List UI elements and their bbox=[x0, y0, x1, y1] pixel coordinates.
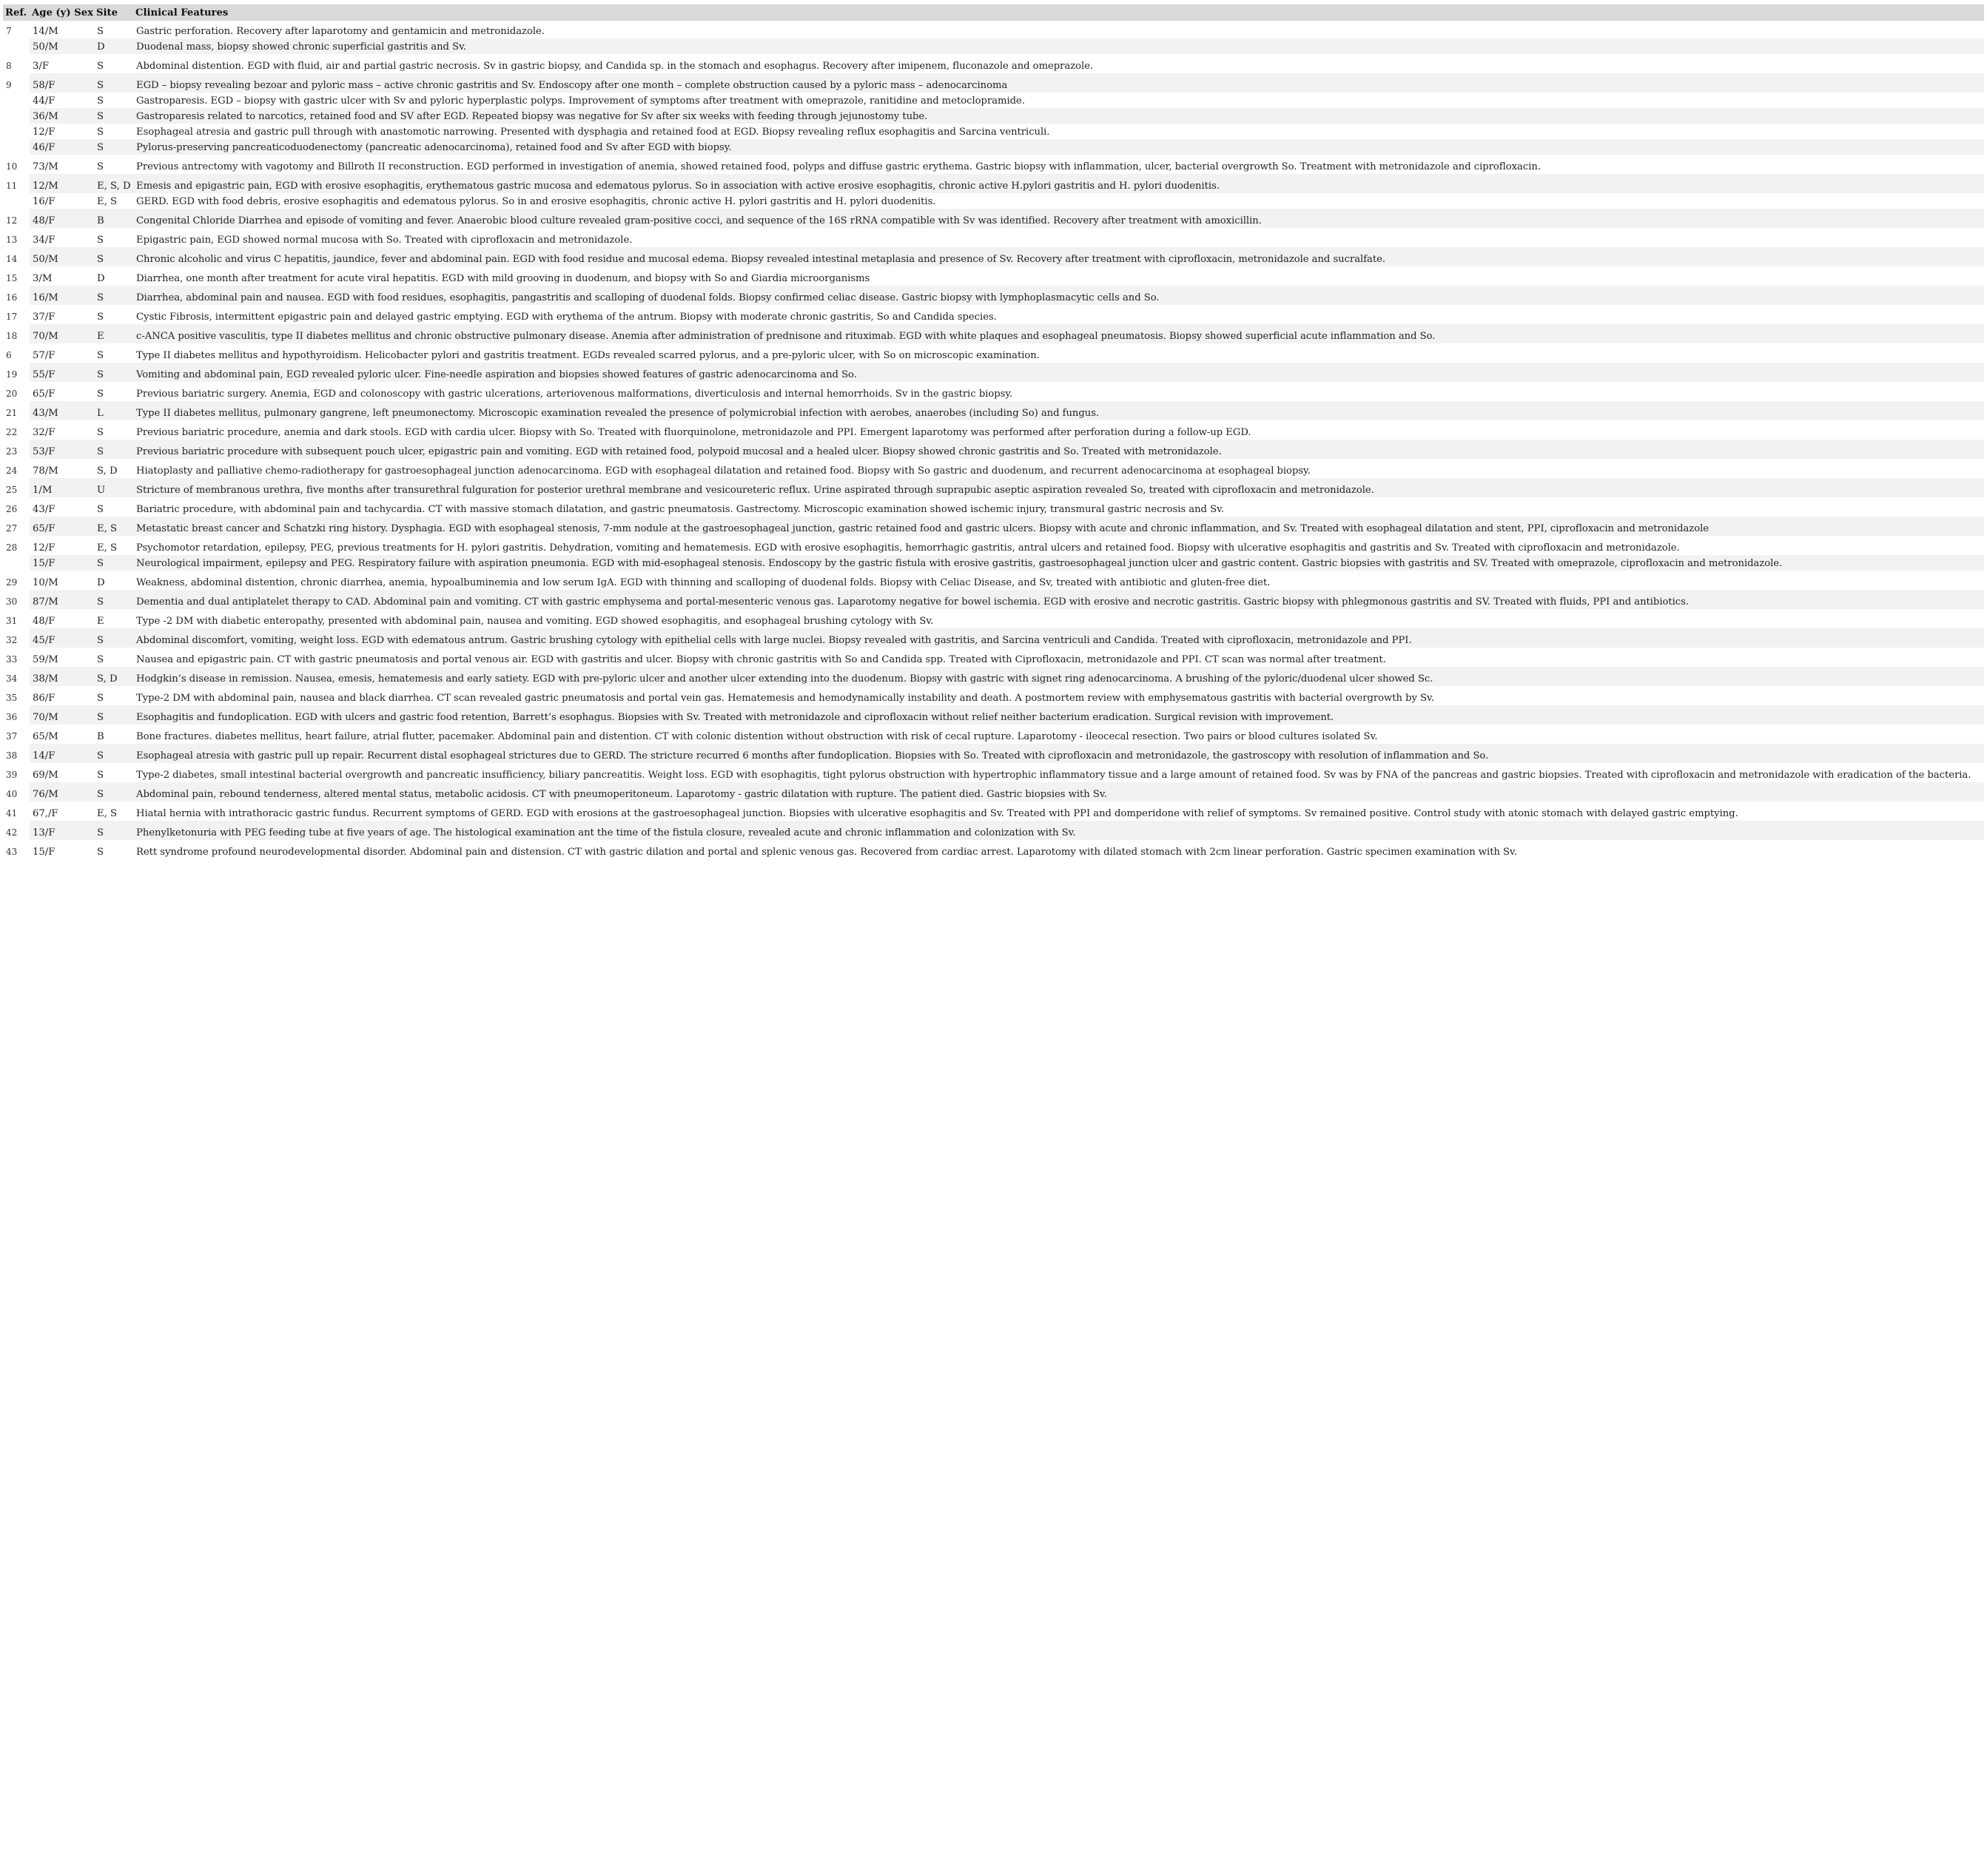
cell-clinical-features: Phenylketonuria with PEG feeding tube at five years of age. The histological examination ant the time of the fistula closure, revealed acute and chronic inflammation and colonization with Sv. bbox=[133, 821, 1984, 840]
table-row bbox=[3, 628, 1984, 648]
cell-clinical-features: Vomiting and abdominal pain, EGD revealed pyloric ulcer. Fine-needle aspiration and biopsies showed features of gastric adenocarcinoma and So. bbox=[133, 363, 1984, 382]
cell-clinical-features: Esophagitis and fundoplication. EGD with ulcers and gastric food retention, Barrett’s esophagus. Biopsies with Sv. Treated with metronidazole and ciprofloxacin without relief neither bacterium eradication. Surgical revision with improvement. bbox=[133, 705, 1984, 724]
cell-clinical-features: Diarrhea, abdominal pain and nausea. EGD with food residues, esophagitis, pangastritis and scalloping of duodenal folds. Biopsy confirmed celiac disease. Gastric biopsy with lymphoplasmacytic cells and So. bbox=[133, 286, 1984, 305]
cell-site: E, S bbox=[97, 808, 118, 819]
cell-ref: 24 bbox=[6, 465, 18, 476]
cell-site: S bbox=[94, 286, 133, 305]
cell-clinical-features: c-ANCA positive vasculitis, type II diabetes mellitus and chronic obstructive pulmonary disease. Anemia after administration of prednisone and rituximab. EGD with white plaques and esophageal pneumatosis. Biopsy showed superficial acute inflammation and So. bbox=[133, 324, 1984, 343]
cell-clinical-features: Bariatric procedure, with abdominal pain and tachycardia. CT with massive stomach dilatation, and gastric pneumatosis. Gastrectomy. Microscopic examination showed ischemic injury, transmural gastric necrosis and Sv. bbox=[136, 504, 1225, 515]
cell-ref: 6 bbox=[6, 350, 12, 360]
cell-site: S bbox=[94, 821, 133, 840]
cell-site: S bbox=[94, 590, 133, 609]
table-row bbox=[3, 54, 1984, 73]
table-row bbox=[3, 590, 1984, 609]
cell-age-sex: 3/F bbox=[33, 61, 49, 72]
table-row bbox=[3, 497, 1984, 517]
cell-site: B bbox=[97, 731, 104, 742]
table-row bbox=[3, 382, 1984, 401]
cell-site: S bbox=[94, 705, 133, 724]
cell-site: S bbox=[97, 350, 104, 361]
cell-age-sex: 78/M bbox=[33, 465, 58, 477]
table-row bbox=[3, 209, 1984, 228]
cell-site: S bbox=[94, 363, 133, 382]
table-row bbox=[3, 324, 1984, 343]
cell-ref: 7 bbox=[6, 26, 12, 36]
cell-clinical-features: Epigastric pain, EGD showed normal mucosa with So. Treated with ciprofloxacin and metronidazole. bbox=[136, 235, 633, 246]
cell-site: U bbox=[94, 478, 133, 497]
cell-age-sex: 37/F bbox=[33, 312, 56, 323]
cell-clinical-features: Metastatic breast cancer and Schatzki ring history. Dysphagia. EGD with esophageal stenosis, 7-mm nodule at the gastroesophageal junction, gastric retained food and gastric ulcers. Biopsy with acute and chronic inflammation, and Sv. Treated with esophageal dilatation and stent, PPI, ciprofloxacin and metronidazole bbox=[133, 517, 1984, 536]
cell-site: S bbox=[94, 782, 133, 801]
cell-site: S bbox=[94, 744, 133, 763]
cell-ref: 37 bbox=[6, 731, 18, 742]
cell-clinical-features: Type-2 diabetes, small intestinal bacterial overgrowth and pancreatic insufficiency, biliary pancreatitis. Weight loss. EGD with esophagitis, tight pylorus obstruction with hypertrophic inflammatory tissue and a large amount of retained food. Sv was by FNA of the pancreas and gastric biopsies. Treated with ciprofloxacin and metronidazole with eradication of the bacteria. bbox=[136, 770, 1971, 781]
table-row bbox=[3, 174, 1984, 193]
table-row bbox=[3, 73, 1984, 93]
cell-ref bbox=[3, 139, 30, 155]
cell-site: E, S bbox=[97, 542, 118, 554]
cell-site: D bbox=[97, 273, 105, 284]
table-row bbox=[3, 686, 1984, 705]
cell-clinical-features: Pylorus-preserving pancreaticoduodenectomy (pancreatic adenocarcinoma), retained food and Sv after EGD with biopsy. bbox=[133, 139, 1984, 155]
table-row bbox=[3, 648, 1984, 667]
table-row bbox=[3, 840, 1984, 859]
cell-site: S bbox=[97, 847, 104, 858]
cell-age-sex: 76/M bbox=[30, 782, 94, 801]
table-row bbox=[3, 266, 1984, 286]
cell-ref: 18 bbox=[6, 331, 18, 341]
cell-ref bbox=[3, 555, 30, 571]
cell-site: S bbox=[97, 127, 104, 138]
cell-ref: 34 bbox=[6, 673, 18, 684]
table-row bbox=[3, 108, 1984, 124]
cell-site: S bbox=[97, 312, 104, 323]
table-row bbox=[3, 571, 1984, 590]
cell-site: S bbox=[97, 95, 104, 107]
cell-site: S bbox=[97, 770, 104, 781]
cell-clinical-features: Type II diabetes mellitus, pulmonary gangrene, left pneumonectomy. Microscopic examination revealed the presence of polymicrobial infection with aerobes, anaerobes (including So) and fungus. bbox=[133, 401, 1984, 420]
cell-clinical-features: Previous bariatric procedure, anemia and dark stools. EGD with cardia ulcer. Biopsy with So. Treated with fluorquinolone, metronidazole and PPI. Emergent laparotomy was performed after perforation during a follow-up EGD. bbox=[136, 427, 1251, 438]
cell-site: S bbox=[94, 108, 133, 124]
cell-site: S bbox=[97, 427, 104, 438]
header-ref: Ref. bbox=[3, 4, 30, 22]
table-row bbox=[3, 93, 1984, 108]
cell-site: S bbox=[97, 161, 104, 172]
cell-age-sex: 67,/F bbox=[33, 808, 58, 819]
cell-age-sex: 12/M bbox=[30, 174, 94, 193]
cell-clinical-features: Diarrhea, one month after treatment for acute viral hepatitis. EGD with mild grooving in duodenum, and biopsy with So and Giardia microorganisms bbox=[136, 273, 870, 284]
cell-clinical-features: Abdominal distention. EGD with fluid, air and partial gastric necrosis. Sv in gastric biopsy, and Candida sp. in the stomach and esophagus. Recovery after imipenem, fluconazole and omeprazole. bbox=[136, 61, 1094, 72]
cell-site: S bbox=[97, 504, 104, 515]
cell-clinical-features: Gastroparesis. EGD – biopsy with gastric ulcer with Sv and pyloric hyperplastic polyps. Improvement of symptoms after treatment with omeprazole, ranitidine and metoclopramide. bbox=[136, 95, 1025, 107]
table-row bbox=[3, 124, 1984, 139]
table-row bbox=[3, 343, 1984, 363]
cell-site: S bbox=[97, 654, 104, 665]
cell-ref: 8 bbox=[6, 61, 12, 71]
table-row bbox=[3, 363, 1984, 382]
cell-ref: 33 bbox=[6, 654, 18, 665]
cell-ref: 21 bbox=[6, 408, 18, 418]
cell-site: B bbox=[94, 209, 133, 228]
cell-age-sex: 15/F bbox=[33, 847, 56, 858]
cell-ref: 15 bbox=[6, 273, 18, 283]
cell-site: E, S bbox=[94, 517, 133, 536]
cell-clinical-features: GERD. EGD with food debris, erosive esophagitis and edematous pylorus. So in and erosive esophagitis, chronic active H. pylori gastritis and H. pylori duodenitis. bbox=[136, 196, 936, 207]
cell-age-sex: 57/F bbox=[33, 350, 56, 361]
cell-clinical-features: Previous bariatric surgery. Anemia, EGD and colonoscopy with gastric ulcerations, arteriovenous malformations, diverticulosis and internal hemorrhoids. Sv in the gastric biopsy. bbox=[136, 389, 1013, 400]
cell-ref bbox=[3, 93, 30, 108]
cell-clinical-features: EGD – biopsy revealing bezoar and pyloric mass – active chronic gastritis and Sv. Endoscopy after one month – complete obstruction caused by a pyloric mass – adenocarcinoma bbox=[133, 73, 1984, 93]
clinical-features-table-page bbox=[3, 4, 1984, 859]
header-site: Site bbox=[94, 4, 133, 22]
cell-age-sex: 46/F bbox=[30, 139, 94, 155]
table-row bbox=[3, 228, 1984, 247]
cell-site: S bbox=[94, 139, 133, 155]
cell-age-sex: 44/F bbox=[33, 95, 56, 107]
cell-site: D bbox=[94, 38, 133, 54]
cell-site: S bbox=[94, 555, 133, 571]
cell-site: S bbox=[94, 628, 133, 648]
cell-age-sex: 53/F bbox=[30, 440, 94, 459]
cell-age-sex: 1/M bbox=[30, 478, 94, 497]
cell-age-sex: 65/F bbox=[30, 517, 94, 536]
cell-age-sex: 65/M bbox=[33, 731, 58, 742]
cell-ref bbox=[3, 124, 30, 139]
cell-age-sex: 12/F bbox=[33, 542, 56, 554]
cell-clinical-features: Hodgkin’s disease in remission. Nausea, emesis, hematemesis and early satiety. EGD with pre-pyloric ulcer and another ulcer extending into the duodenum. Biopsy with gastric with signet ring adenocarcinoma. A brushing of the pyloric/duodenal ulcer showed Sc. bbox=[133, 667, 1984, 686]
cell-site: S bbox=[97, 235, 104, 246]
cell-age-sex: 70/M bbox=[30, 324, 94, 343]
cell-site: E, S, D bbox=[94, 174, 133, 193]
table-row bbox=[3, 459, 1984, 478]
cell-ref: 23 bbox=[6, 446, 18, 457]
cell-clinical-features: Abdominal discomfort, vomiting, weight loss. EGD with edematous antrum. Gastric brushing cytology with epithelial cells with large nuclei. Biopsy revealed with gastritis, and Sarcina ventriculi and Candida. Treated with ciprofloxacin, metronidazole and PPI. bbox=[133, 628, 1984, 648]
cell-site: S bbox=[97, 693, 104, 704]
cell-age-sex: 3/M bbox=[33, 273, 53, 284]
table-row bbox=[3, 744, 1984, 763]
table-row bbox=[3, 286, 1984, 305]
cell-age-sex: 43/F bbox=[33, 504, 56, 515]
table-row bbox=[3, 38, 1984, 54]
cell-ref bbox=[3, 193, 30, 209]
cell-clinical-features: Hiatoplasty and palliative chemo-radiotherapy for gastroesophageal junction adenocarcinoma. EGD with esophageal dilatation and retained food. Biopsy with So gastric and duodenum, and recurrent adenocarcinoma at esophageal biopsy. bbox=[136, 465, 1311, 477]
cell-ref: 14 bbox=[6, 254, 18, 264]
cell-clinical-features: Cystic Fibrosis, intermittent epigastric pain and delayed gastric emptying. EGD with erythema of the antrum. Biopsy with moderate chronic gastritis, So and Candida species. bbox=[136, 312, 997, 323]
cell-clinical-features: Esophageal atresia with gastric pull up repair. Recurrent distal esophageal strictures due to GERD. The stricture recurred 6 months after fundoplication. Biopsies with So. Treated with ciprofloxacin and metronidazole, the gastroscopy with resolution of inflammation and So. bbox=[133, 744, 1984, 763]
cell-clinical-features: Chronic alcoholic and virus C hepatitis, jaundice, fever and abdominal pain. EGD with food residue and mucosal edema. Biopsy revealed intestinal metaplasia and presence of Sv. Recovery after treatment with ciprofloxacin, metronidazole and sucralfate. bbox=[133, 247, 1984, 266]
cell-ref: 25 bbox=[6, 485, 18, 495]
cell-clinical-features: Psychomotor retardation, epilepsy, PEG, previous treatments for H. pylori gastritis. Dehydration, vomiting and hematemesis. EGD with erosive esophagitis, hemorrhagic gastritis, antral ulcers and retained food. Biopsy with ulcerative esophagitis and gastritis and Sv. Treated with ciprofloxacin and metronidazole. bbox=[136, 542, 1680, 554]
table-row bbox=[3, 22, 1984, 39]
cell-age-sex: 86/F bbox=[33, 693, 56, 704]
cell-site: S bbox=[94, 73, 133, 93]
table-header bbox=[3, 4, 1984, 22]
cell-site: S bbox=[97, 26, 104, 37]
cell-ref: 12 bbox=[6, 215, 18, 226]
cell-clinical-features: Type II diabetes mellitus and hypothyroidism. Helicobacter pylori and gastritis treatment. EGDs revealed scarred pylorus, and a pre-pyloric ulcer, with So on microscopic examination. bbox=[136, 350, 1040, 361]
cell-site: S bbox=[97, 61, 104, 72]
cell-ref: 27 bbox=[6, 523, 18, 534]
cell-clinical-features: Hiatal hernia with intrathoracic gastric fundus. Recurrent symptoms of GERD. EGD with erosions at the gastroesophageal junction. Biopsies with ulcerative esophagitis and Sv. Treated with PPI and domperidone with relief of symptoms. Sv remained positive. Control study with atonic stomach with delayed gastric emptying. bbox=[136, 808, 1738, 819]
cell-clinical-features: Previous bariatric procedure with subsequent pouch ulcer, epigastric pain and vomiting. EGD with retained food, polypoid mucosal and a healed ulcer. Biopsy showed chronic gastritis and So. Treated with metronidazole. bbox=[133, 440, 1984, 459]
cell-ref: 19 bbox=[6, 369, 18, 380]
cell-site: S bbox=[97, 389, 104, 400]
cell-clinical-features: Neurological impairment, epilepsy and PEG. Respiratory failure with aspiration pneumonia. EGD with mid-esophageal stenosis. Endoscopy by the gastric fistula with erosive gastritis, gastroesophageal junction ulcer and gastric content. Gastric biopsies with gastritis and SV. Treated with omeprazole, ciprofloxacin and metronidazole. bbox=[133, 555, 1984, 571]
table-row bbox=[3, 536, 1984, 555]
cell-ref bbox=[3, 38, 30, 54]
table-row bbox=[3, 401, 1984, 420]
cell-age-sex: 12/F bbox=[33, 127, 56, 138]
cell-age-sex: 10/M bbox=[33, 577, 58, 588]
cell-ref: 41 bbox=[6, 808, 18, 818]
cell-ref: 11 bbox=[6, 181, 18, 191]
cell-ref: 40 bbox=[6, 789, 18, 799]
cell-age-sex: 16/F bbox=[33, 196, 56, 207]
cell-age-sex: 50/M bbox=[30, 247, 94, 266]
table-row bbox=[3, 724, 1984, 744]
cell-ref: 36 bbox=[6, 712, 18, 722]
cell-ref: 31 bbox=[6, 616, 18, 626]
cell-age-sex: 69/M bbox=[33, 770, 58, 781]
cell-clinical-features: Gastric perforation. Recovery after laparotomy and gentamicin and metronidazole. bbox=[136, 26, 545, 37]
cell-ref: 20 bbox=[6, 389, 18, 399]
table-row bbox=[3, 420, 1984, 440]
table-row bbox=[3, 763, 1984, 782]
clinical-features-table bbox=[3, 4, 1984, 859]
cell-age-sex: 36/M bbox=[30, 108, 94, 124]
cell-age-sex: 16/M bbox=[30, 286, 94, 305]
cell-age-sex: 48/F bbox=[30, 209, 94, 228]
cell-site: S, D bbox=[94, 667, 133, 686]
cell-ref: 16 bbox=[6, 292, 18, 303]
cell-age-sex: 45/F bbox=[30, 628, 94, 648]
cell-age-sex: 55/F bbox=[30, 363, 94, 382]
header-row bbox=[3, 4, 1984, 22]
cell-ref: 38 bbox=[6, 750, 18, 761]
cell-ref: 30 bbox=[6, 596, 18, 607]
cell-clinical-features: Bone fractures. diabetes mellitus, heart failure, atrial flutter, pacemaker. Abdominal pain and distention. CT with colonic distention without obstruction with risk of cecal rupture. Laparotomy - ileocecal resection. Two pairs or blood cultures isolated Sv. bbox=[136, 731, 1378, 742]
header-clinical-features: Clinical Features bbox=[133, 4, 1984, 22]
cell-site: S, D bbox=[97, 465, 118, 477]
cell-ref: 13 bbox=[6, 235, 18, 245]
cell-site: E bbox=[97, 616, 104, 627]
cell-clinical-features: Emesis and epigastric pain, EGD with erosive esophagitis, erythematous gastric mucosa and edematous pylorus. So in association with active erosive esophagitis, chronic active H.pylori gastritis and H. pylori duodenitis. bbox=[133, 174, 1984, 193]
cell-ref bbox=[3, 108, 30, 124]
cell-ref: 32 bbox=[6, 635, 18, 645]
cell-ref: 22 bbox=[6, 427, 18, 437]
cell-site: E, S bbox=[97, 196, 118, 207]
cell-age-sex: 65/F bbox=[33, 389, 56, 400]
cell-ref: 42 bbox=[6, 827, 18, 838]
cell-ref: 43 bbox=[6, 847, 18, 857]
cell-age-sex: 14/M bbox=[33, 26, 58, 37]
table-row bbox=[3, 667, 1984, 686]
cell-clinical-features: Duodenal mass, biopsy showed chronic superficial gastritis and Sv. bbox=[133, 38, 1984, 54]
table-row bbox=[3, 139, 1984, 155]
cell-age-sex: 38/M bbox=[30, 667, 94, 686]
table-row bbox=[3, 705, 1984, 724]
table-row bbox=[3, 247, 1984, 266]
cell-age-sex: 34/F bbox=[33, 235, 56, 246]
table-row bbox=[3, 440, 1984, 459]
cell-ref: 35 bbox=[6, 693, 18, 703]
table-row bbox=[3, 517, 1984, 536]
cell-age-sex: 32/F bbox=[33, 427, 56, 438]
table-row bbox=[3, 193, 1984, 209]
cell-age-sex: 48/F bbox=[33, 616, 56, 627]
cell-ref: 10 bbox=[6, 161, 18, 172]
cell-clinical-features: Stricture of membranous urethra, five months after transurethral fulguration for posterior urethral membrane and vesicoureteric reflux. Urine aspirated through suprapubic aseptic aspiration revealed So, treated with ciprofloxacin and metronidazole. bbox=[133, 478, 1984, 497]
cell-ref: 17 bbox=[6, 312, 18, 322]
cell-ref: 9 bbox=[6, 80, 12, 90]
table-row bbox=[3, 801, 1984, 821]
cell-clinical-features: Nausea and epigastric pain. CT with gastric pneumatosis and portal venous air. EGD with gastritis and ulcer. Biopsy with chronic gastritis with So and Candida spp. Treated with Ciprofloxacin, metronidazole and PPI. CT scan was normal after treatment. bbox=[136, 654, 1386, 665]
cell-age-sex: 50/M bbox=[30, 38, 94, 54]
cell-site: E bbox=[94, 324, 133, 343]
cell-clinical-features: Esophageal atresia and gastric pull through with anastomotic narrowing. Presented with dysphagia and retained food at EGD. Biopsy revealing reflux esophagitis and Sarcina ventriculi. bbox=[136, 127, 1050, 138]
cell-clinical-features: Abdominal pain, rebound tenderness, altered mental status, metabolic acidosis. CT with pneumoperitoneum. Laparotomy - gastric dilatation with rupture. The patient died. Gastric biopsies with Sv. bbox=[133, 782, 1984, 801]
cell-clinical-features: Weakness, abdominal distention, chronic diarrhea, anemia, hypoalbuminemia and low serum IgA. EGD with thinning and scalloping of duodenal folds. Biopsy with Celiac Disease, and Sv, treated with antibiotic and gluten-free diet. bbox=[136, 577, 1271, 588]
table-row bbox=[3, 155, 1984, 174]
cell-clinical-features: Gastroparesis related to narcotics, retained food and SV after EGD. Repeated biopsy was negative for Sv after six weeks with feeding through jejunostomy tube. bbox=[133, 108, 1984, 124]
cell-age-sex: 73/M bbox=[33, 161, 58, 172]
cell-clinical-features: Type -2 DM with diabetic enteropathy, presented with abdominal pain, nausea and vomiting. EGD showed esophagitis, and esophageal brushing cytology with Sv. bbox=[136, 616, 934, 627]
cell-age-sex: 13/F bbox=[30, 821, 94, 840]
cell-clinical-features: Previous antrectomy with vagotomy and Billroth II reconstruction. EGD performed in investigation of anemia, showed retained food, polyps and diffuse gastric erythema. Gastric biopsy with inflammation, ulcer, bacterial overgrowth So. Treatment with metronidazole and ciprofloxacin. bbox=[136, 161, 1541, 172]
cell-age-sex: 15/F bbox=[30, 555, 94, 571]
cell-ref: 39 bbox=[6, 770, 18, 780]
cell-clinical-features: Congenital Chloride Diarrhea and episode of vomiting and fever. Anaerobic blood culture revealed gram-positive cocci, and sequence of the 16S rRNA compatible with Sv was identified. Recovery after treatment with amoxicillin. bbox=[133, 209, 1984, 228]
table-body bbox=[3, 22, 1984, 860]
header-age-sex: Age (y) Sex bbox=[30, 4, 94, 22]
cell-age-sex: 43/M bbox=[30, 401, 94, 420]
table-row bbox=[3, 555, 1984, 571]
cell-age-sex: 87/M bbox=[30, 590, 94, 609]
table-row bbox=[3, 305, 1984, 324]
cell-ref: 29 bbox=[6, 577, 18, 588]
cell-age-sex: 59/M bbox=[33, 654, 58, 665]
cell-age-sex: 14/F bbox=[30, 744, 94, 763]
table-row bbox=[3, 782, 1984, 801]
cell-clinical-features: Type-2 DM with abdominal pain, nausea and black diarrhea. CT scan revealed gastric pneumatosis and portal vein gas. Hematemesis and hemodynamically instability and death. A postmortem review with emphysematous gastritis with bacterial overgrowth by Sv. bbox=[136, 693, 1434, 704]
cell-clinical-features: Dementia and dual antiplatelet therapy to CAD. Abdominal pain and vomiting. CT with gastric emphysema and portal-mesenteric venous gas. Laparotomy negative for bowel ischemia. EGD with erosive and necrotic gastritis. Gastric biopsy with phlegmonous gastritis and SV. Treated with fluids, PPI and antibiotics. bbox=[133, 590, 1984, 609]
cell-age-sex: 70/M bbox=[30, 705, 94, 724]
table-row bbox=[3, 821, 1984, 840]
cell-ref: 26 bbox=[6, 504, 18, 514]
cell-site: D bbox=[97, 577, 105, 588]
cell-site: S bbox=[94, 440, 133, 459]
table-row bbox=[3, 478, 1984, 497]
cell-clinical-features: Rett syndrome profound neurodevelopmental disorder. Abdominal pain and distension. CT with gastric dilation and portal and splenic venous gas. Recovered from cardiac arrest. Laparotomy with dilated stomach with 2cm linear perforation. Gastric specimen examination with Sv. bbox=[136, 847, 1517, 858]
table-row bbox=[3, 609, 1984, 628]
cell-age-sex: 58/F bbox=[30, 73, 94, 93]
cell-ref: 28 bbox=[6, 542, 18, 553]
cell-site: S bbox=[94, 247, 133, 266]
cell-site: L bbox=[94, 401, 133, 420]
